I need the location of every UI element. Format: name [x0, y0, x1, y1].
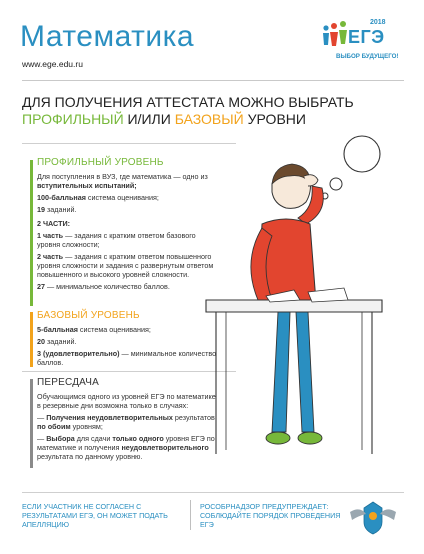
retake-p3-bold2: только одного — [112, 434, 164, 443]
base-p1-text: система оценивания; — [77, 325, 151, 334]
profile-p3-text: заданий. — [45, 205, 77, 214]
retake-p3-bold3: неудовлетворительного — [121, 443, 209, 452]
retake-accent-bar — [30, 379, 33, 468]
base-accent-bar — [30, 312, 33, 367]
retake-p3-end: результата по данному уровню. — [37, 452, 143, 461]
retake-p3-bold: Выбора — [46, 434, 75, 443]
footer-vertical-divider — [190, 500, 191, 530]
thought-bubble-medium — [330, 178, 342, 190]
desk — [206, 300, 382, 312]
retake-p2-end: уровням; — [70, 422, 103, 431]
headline-middle: И/ИЛИ — [123, 111, 175, 127]
base-p1-bold: 5-балльная — [37, 325, 78, 334]
retake-title: ПЕРЕСДАЧА — [37, 377, 99, 388]
headline-profile-word: ПРОФИЛЬНЫЙ — [22, 111, 124, 127]
headline-line-1: ДЛЯ ПОЛУЧЕНИЯ АТТЕСТАТА МОЖНО ВЫБРАТЬ — [22, 94, 354, 110]
logo-name: ЕГЭ — [348, 27, 385, 47]
logo-tagline: ВЫБОР БУДУЩЕГО! — [336, 53, 399, 60]
headline-line-2 — [22, 111, 412, 128]
profile-p7-bold: 27 — [37, 282, 45, 291]
profile-p6-text: — задания с кратким ответом повышенного уровня сложности и задания с развернутым ответом повышенного и высокого уровней сложности. — [37, 252, 214, 279]
retake-p2-mid: результатов — [172, 413, 215, 422]
headline-end: УРОВНИ — [243, 111, 306, 127]
retake-p3-mid2: уровня ЕГЭ по математике и получения — [37, 434, 215, 452]
profile-p4-bold: 2 ЧАСТИ: — [37, 219, 71, 228]
profile-p2-bold: 100-балльная — [37, 193, 86, 202]
header-divider — [22, 80, 404, 81]
profile-p7-text: — минимальное количество баллов. — [45, 282, 170, 291]
profile-p5-text: — задания с кратким ответом базового уровня сложности; — [37, 231, 196, 249]
retake-p3-mid: для сдачи — [74, 434, 113, 443]
retake-p2-bold2: по обоим — [37, 422, 71, 431]
footer-warning-note: РОСОБРНАДЗОР ПРЕДУПРЕЖДАЕТ: СОБЛЮДАЙТЕ ПОРЯДОК ПРОВЕДЕНИЯ ЕГЭ — [200, 502, 341, 529]
profile-title: ПРОФИЛЬНЫЙ УРОВЕНЬ — [37, 157, 164, 168]
profile-p1-text: Для поступления в ВУЗ, где математика — одно из — [37, 172, 208, 181]
retake-p3-dash: — — [37, 434, 47, 443]
profile-p6-bold: 2 часть — [37, 252, 64, 261]
footer-divider — [22, 492, 404, 493]
thought-bubble-large — [344, 136, 380, 172]
page-title: Математика — [20, 20, 195, 53]
rosobrnadzor-emblem-icon — [346, 498, 400, 538]
profile-accent-bar — [30, 160, 33, 306]
base-p2-bold: 20 — [37, 337, 45, 346]
headline-base-word: БАЗОВЫЙ — [174, 111, 244, 127]
retake-para-1: Обучающимся одного из уровней ЕГЭ по математике в резервные дни возможна только в случаях: — [37, 392, 216, 410]
base-title: БАЗОВЫЙ УРОВЕНЬ — [37, 310, 140, 321]
base-p3-bold: 3 (удовлетворительно) — [37, 349, 120, 358]
profile-p5-bold: 1 часть — [37, 231, 64, 240]
retake-p2-bold: Получения неудовлетворительных — [46, 413, 173, 422]
site-url[interactable]: www.ege.edu.ru — [22, 59, 83, 69]
ege-logo — [318, 12, 408, 66]
base-p2-text: заданий. — [45, 337, 77, 346]
student-illustration — [186, 132, 386, 472]
footer-appeal-note: ЕСЛИ УЧАСТНИК НЕ СОГЛАСЕН С РЕЗУЛЬТАТАМИ ЕГЭ, ОН МОЖЕТ ПОДАТЬ АПЕЛЛЯЦИЮ — [22, 502, 168, 529]
main-headline — [22, 94, 412, 128]
logo-year: 2018 — [370, 19, 386, 26]
profile-p1-bold: вступительных испытаний; — [37, 181, 137, 190]
retake-p2-dash: — — [37, 413, 47, 422]
profile-p3-bold: 19 — [37, 205, 45, 214]
base-p3-text: — минимальное количество баллов. — [37, 349, 217, 367]
profile-p2-text: система оценивания; — [85, 193, 159, 202]
